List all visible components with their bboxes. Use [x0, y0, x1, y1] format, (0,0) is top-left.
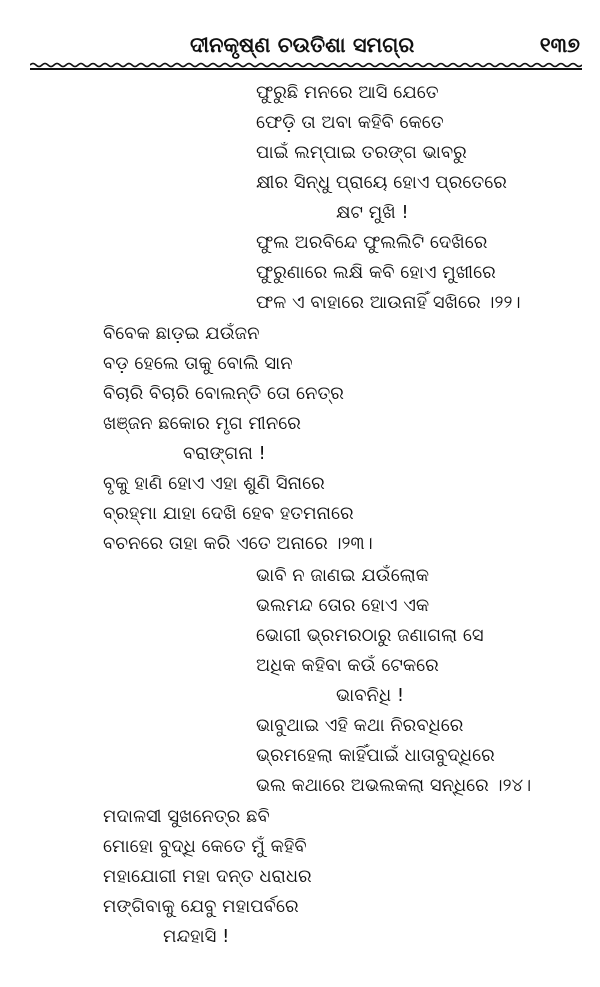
verse-line: ବ୍ରହ୍ମା ଯାହା ଦେଖି ହେବ ହତମନାରେ	[103, 503, 354, 524]
page-number: ୧୩୭	[539, 33, 580, 57]
verse-refrain: ବରାଙ୍ଗନା !	[183, 443, 266, 464]
verse-refrain: ଭାବନିଧି !	[336, 685, 405, 706]
verse-line: କ୍ଷୀର ସିନ୍ଧୁ ପ୍ରାୟେ ହୋଏ ପ୍ରତେରେ	[256, 172, 507, 193]
verse-line: ଭାବି ନ ଜାଣଇ ଯଉଁଲୋକ	[256, 565, 430, 586]
verse-line: ଫୁଲ ଅରବିନ୍ଦେ ଫୁଲଲିଟି ଦେଖିରେ	[256, 232, 488, 253]
header-rule	[30, 68, 582, 70]
verse-line: ବଚନରେ ତାହା କରି ଏତେ ଅନାରେ ।୨୩।	[103, 533, 373, 554]
verse-line: ବିଚାରି ବିଚାରି ବୋଲନ୍ତି ତୋ ନେତ୍ର	[103, 383, 344, 404]
verse-line: ବୃକୁ ହାଣି ହୋଏ ଏହା ଶୁଣି ସିନାରେ	[103, 473, 325, 494]
verse-line: ଫେଡ଼ି ତା ଅବା କହିବି କେତେ	[256, 112, 444, 133]
verse-line: ପାଇଁ ଲମ୍ପାଇ ତରଙ୍ଗ ଭାବରୁ	[256, 142, 467, 163]
verse-line: ମଦାଳସୀ ସୁଖନେତ୍ର ଛବି	[103, 806, 270, 827]
verse-line: ଫଳ ଏ ବାହାରେ ଆଉନାହିଁ ସଖିରେ ।୨୨।	[256, 292, 521, 313]
verse-line: ଭଲମନ୍ଦ ତୋର ହୋଏ ଏକ	[256, 595, 430, 616]
verse-line: ଭାବୁଥାଇ ଏହି କଥା ନିରବଧିରେ	[256, 715, 464, 736]
verse-line: ଭଲ କଥାରେ ଅଭଲକଲା ସନ୍ଧିରେ ।୨୪।	[256, 775, 532, 796]
verse-line: ଭୋଗୀ ଭ୍ରମରଠାରୁ ଜଣାଗଲା ସେ	[256, 625, 484, 646]
verse-line: ବିବେକ ଛାଡ଼ଇ ଯଉଁଜନ	[103, 323, 260, 344]
verse-line: ମୋହୋ ବୁଦ୍ଧି କେତେ ମୁଁ କହିବି	[103, 836, 307, 857]
verse-line: ଭ୍ରମହେଲା କାହିଁପାଇଁ ଧାତାବୁଦ୍ଧିରେ	[256, 745, 495, 766]
verse-refrain: ମନ୍ଦହାସି !	[163, 926, 230, 947]
page-title: ଦୀନକୃଷ୍ଣ ଚଉତିଶା ସମଗ୍ର	[190, 33, 415, 57]
verse-refrain: କ୍ଷଟ ମୁଖି !	[336, 202, 409, 223]
verse-line: ଫୁରୁଣାରେ ଲକ୍ଷି କବି ହୋଏ ମୁଖୀରେ	[256, 262, 496, 283]
verse-line: ଫୁରୁଛି ମନରେ ଆସି ଯେତେ	[256, 82, 439, 103]
verse-line: ମହାଯୋଗୀ ମହା ଦନ୍ତ ଧରାଧର	[103, 866, 312, 887]
verse-line: ବଡ଼ ହେଲେ ତାକୁ ବୋଲି ସାନ	[103, 353, 293, 374]
verse-line: ଅଧିକ କହିବା କଉଁ ଟେକରେ	[256, 655, 439, 676]
verse-line: ଖଞ୍ଜନ ଛକୋର ମୃଗ ମୀନରେ	[103, 413, 301, 434]
verse-line: ମଙ୍ଗିବାକୁ ଯେବୁ ମହାପର୍ବରେ	[103, 896, 299, 917]
